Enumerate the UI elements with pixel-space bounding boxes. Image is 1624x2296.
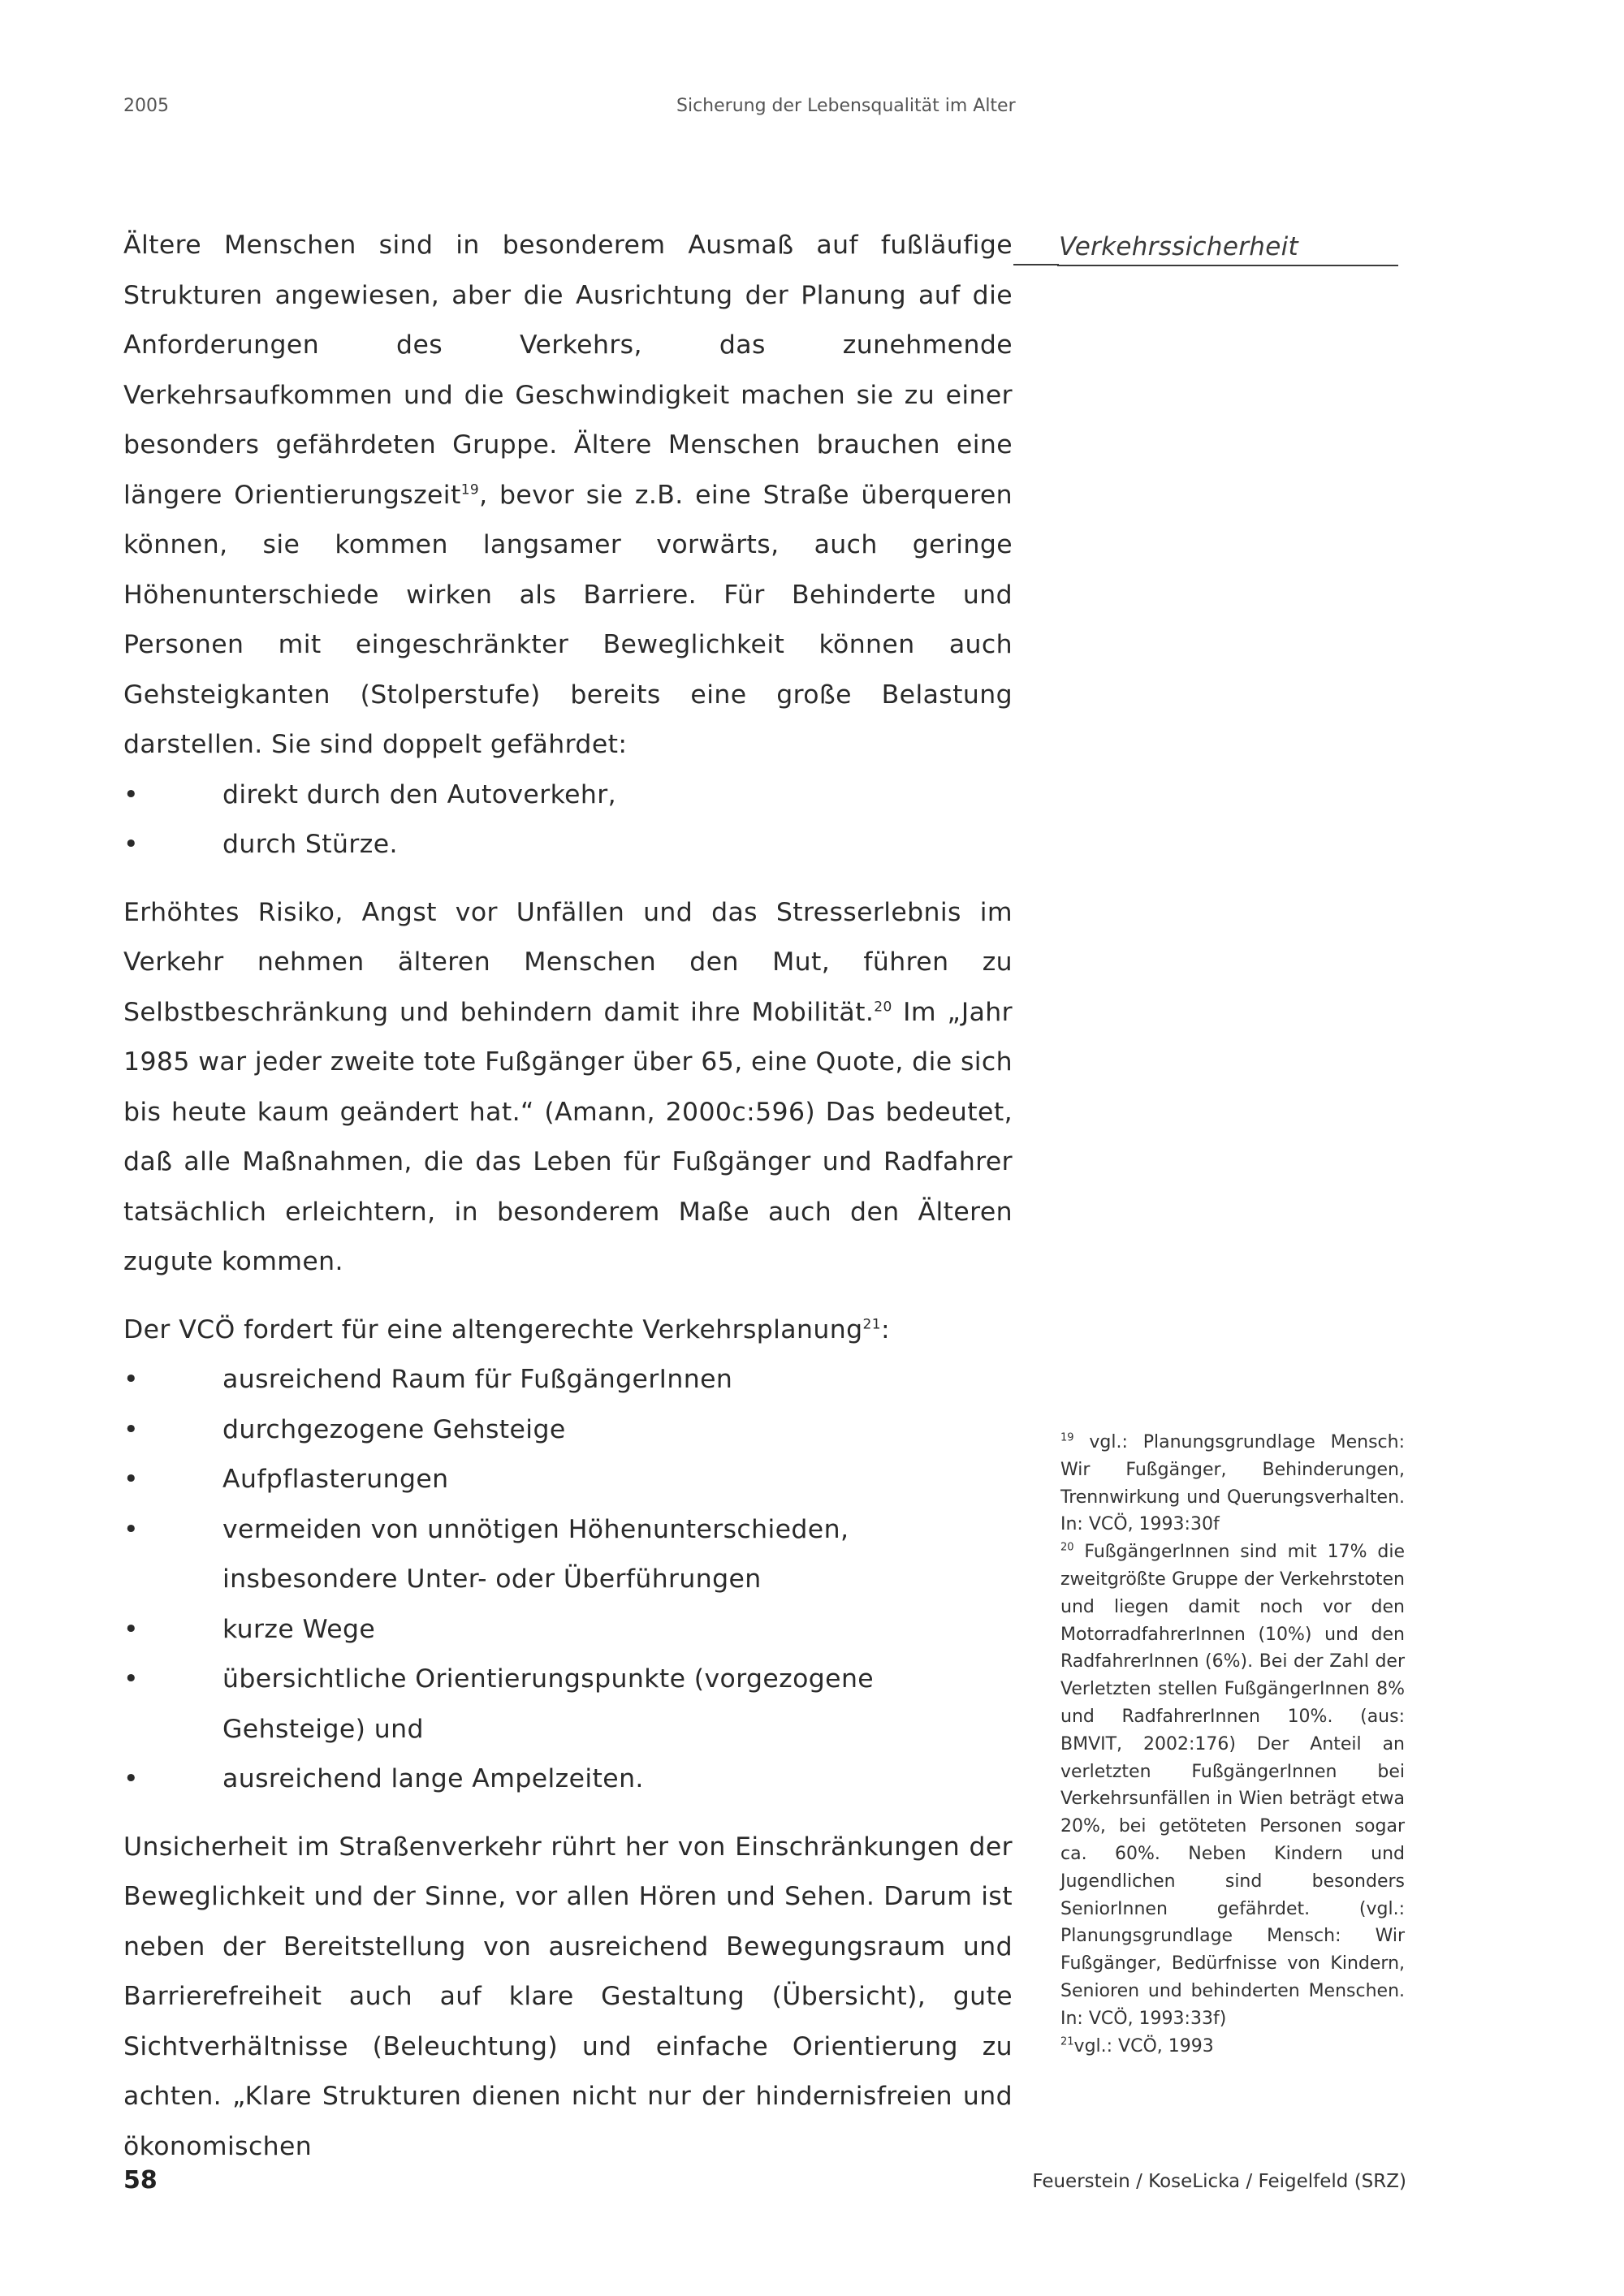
footnote-21: $^{21}$vgl.: VCÖ, 1993 bbox=[1060, 2035, 1214, 2056]
sidebar-section-title: Verkehrssicherheit bbox=[1057, 229, 1398, 266]
risk-list bbox=[123, 770, 1013, 870]
bullet-icon: • bbox=[123, 1465, 139, 1494]
page-number: 58 bbox=[123, 2166, 158, 2195]
list-item: • übersichtliche Orientierungspunkte (vorgezogene Gehsteige) und bbox=[123, 1655, 1013, 1754]
bullet-icon: • bbox=[123, 1764, 139, 1793]
bullet-icon: • bbox=[123, 1514, 139, 1544]
list-item: • ausreichend Raum für FußgängerInnen bbox=[123, 1355, 1013, 1405]
list-item: • durchgezogene Gehsteige bbox=[123, 1405, 1013, 1456]
list-item: • direkt durch den Autoverkehr, bbox=[123, 770, 1013, 821]
footnotes bbox=[1060, 1429, 1405, 2060]
main-text bbox=[123, 221, 1013, 2172]
footnote-ref-21: 21 bbox=[862, 1316, 881, 1332]
list-item: • kurze Wege bbox=[123, 1605, 1013, 1655]
bullet-icon: • bbox=[123, 830, 139, 859]
footnote-ref-20: 20 bbox=[874, 999, 892, 1015]
header-title: Sicherung der Lebensqualität im Alter bbox=[676, 96, 1016, 116]
list-item: • Aufpflasterungen bbox=[123, 1455, 1013, 1505]
footnote-19: $^{19}$ vgl.: Planungsgrundlage Mensch: Wir Fußgänger, Behinderungen, Trennwirkung und Querungsverhalten. In: VCÖ, 1993:30f bbox=[1060, 1431, 1406, 1535]
bullet-icon: • bbox=[123, 1664, 139, 1694]
header-year: 2005 bbox=[123, 96, 169, 116]
bullet-icon: • bbox=[123, 1614, 139, 1644]
list-item: • vermeiden von unnötigen Höhenunterschieden, insbesondere Unter- oder Überführungen bbox=[123, 1505, 1013, 1605]
footer-authors: Feuerstein / KoseLicka / Feigelfeld (SRZ) bbox=[1032, 2171, 1406, 2192]
list-item: • durch Stürze. bbox=[123, 820, 1013, 870]
bullet-icon: • bbox=[123, 779, 139, 809]
paragraph-2: Erhöhtes Risiko, Angst vor Unfällen und das Stresserlebnis im Verkehr nehmen älteren Menschen den Mut, führen zu Selbstbeschränkung und behindern damit ihre Mobilität.$^{20}$ Im „Jahr 1985 war jeder zweite tote Fußgänger über 65, eine Quote, die sich bis heute kaum geändert hat.“ (Amann, 2000c:596) Das bedeutet, daß alle Maßnahmen, die das Leben für Fußgänger und Radfahrer tatsächlich erleichtern, in besonderem Maße auch den Älteren zugute kommen. bbox=[123, 897, 1013, 1276]
sidebar-rule bbox=[1013, 264, 1059, 265]
paragraph-4: Unsicherheit im Straßenverkehr rührt her von Einschränkungen der Beweglichkeit und der Sinne, vor allen Hören und Sehen. Darum ist neben der Bereitstellung von ausreichend Bewegungsraum und Barrierefreiheit auch auf klare Gestaltung (Übersicht), gute Sichtverhältnisse (Beleuchtung) und einfache Orientierung zu achten. „Klare Strukturen dienen nicht nur der hindernisfreien und ökonomischen bbox=[123, 1832, 1013, 2161]
list-item: • ausreichend lange Ampelzeiten. bbox=[123, 1754, 1013, 1805]
paragraph-3: Der VCÖ fordert für eine altengerechte Verkehrsplanung$^{21}$: bbox=[123, 1314, 890, 1344]
demands-list bbox=[123, 1355, 1013, 1805]
bullet-icon: • bbox=[123, 1365, 139, 1394]
paragraph-1: Ältere Menschen sind in besonderem Ausmaß auf fußläufige Strukturen angewiesen, aber die Ausrichtung der Planung auf die Anforderungen des Verkehrs, das zunehmende Verkehrsaufkommen und die Geschwindigkeit machen sie zu einer besonders gefährdeten Gruppe. Ältere Menschen brauchen eine längere Orientierungszeit$^{19}$, bevor sie z.B. eine Straße überqueren können, sie kommen langsamer vorwärts, auch geringe Höhenunterschiede wirken als Barriere. Für Behinderte und Personen mit eingeschränkter Beweglichkeit können auch Gehsteigkanten (Stolperstufe) bereits eine große Belastung darstellen. Sie sind doppelt gefährdet: bbox=[123, 231, 1013, 759]
bullet-icon: • bbox=[123, 1414, 139, 1444]
footnote-20: $^{20}$ FußgängerInnen sind mit 17% die zweitgrößte Gruppe der Verkehrstoten und liegen damit noch vor den MotorradfahrerInnen (10%) und den RadfahrerInnen (6%). Bei der Zahl der Verletzten stellen FußgängerInnen 8% und RadfahrerInnen 10%. (aus: BMVIT, 2002:176) Der Anteil an verletzten FußgängerInnen bei Verkehrsunfällen in Wien beträgt etwa 20%, bei getöteten Personen sogar ca. 60%. Neben Kindern und Jugendlichen sind besonders SeniorInnen gefährdet. (vgl.: Planungsgrundlage Mensch: Wir Fußgänger, Bedürfnisse von Kindern, Senioren und behinderten Menschen. In: VCÖ, 1993:33f) bbox=[1060, 1541, 1405, 2029]
footnote-ref-19: 19 bbox=[460, 481, 480, 498]
